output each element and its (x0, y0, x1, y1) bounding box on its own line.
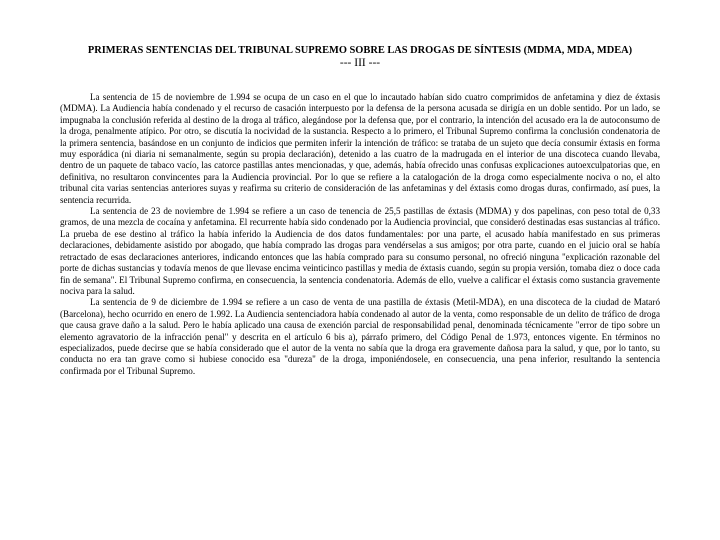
paragraph-1: La sentencia de 15 de noviembre de 1.994 se ocupa de un caso en el que lo incautado habían sido cuatro comprimidos de anfetamina y diez de éxtasis (MDMA). La Audiencia había condenado y el recurso de casación interpuesto por la defensa de la persona acusada se dirigía en un doble sentido. Por un lado, se impugnaba la conclusión referida al destino de la droga al tráfico, alegándose por la defensa que, por el contrario, la intención del acusado era la de autoconsumo de la droga, penalmente atípico. Por otro, se discutía la nocividad de la sustancia. Respecto a lo primero, el Tribunal Supremo confirma la conclusión condenatoria de la primera sentencia, basándose en un conjunto de indicios que permiten inferir la intención de tráfico: se trataba de un sujeto que decía consumir éxtasis en forma muy esporádica (ni diaria ni semanalmente, según su propia declaración), detenido a las cuatro de la madrugada en el interior de una discoteca cuando llevaba, dentro de un paquete de tabaco vacío, las catorce pastillas antes mencionadas, y que, además, había ofrecido unas confusas explicaciones autoexculpatorias que, en definitiva, no resultaron convincentes para la Audiencia provincial. Por lo que se refiere a la catalogación de la droga como especialmente nociva o no, el alto tribunal cita varias sentencias anteriores suyas y reafirma su criterio de consideración de las anfetaminas y del éxtasis como drogas duras, confirmado, así pues, la sentencia recurrida. (60, 92, 660, 205)
paragraph-2: La sentencia de 23 de noviembre de 1.994 se refiere a un caso de tenencia de 25,5 pastillas de éxtasis (MDMA) y dos papelinas, con peso total de 0,33 gramos, de una mezcla de cocaína y anfetamina. El recurrente había sido condenado por la Audiencia provincial, que consideró destinadas esas sustancias al tráfico. La prueba de ese destino al tráfico la había inferido la Audiencia de dos datos fundamentales: por una parte, el acusado había manifestado en sus primeras declaraciones, debidamente asistido por abogado, que había comprado las drogas para vendérselas a sus amigos; por otra parte, cuando en el juicio oral se había retractado de esas declaraciones anteriores, indicando entonces que las había comprado para su consumo personal, no ofreció ninguna "explicación razonable del porte de dichas sustancias y todavía menos de que llevase encima veinticinco pastillas y media de éxtasis cuando, según su propia versión, tomaba diez o doce cada fin de semana". El Tribunal Supremo confirma, en consecuencia, la sentencia condenatoria. Además de ello, vuelve a calificar el éxtasis como sustancia gravemente nociva para la salud. (60, 206, 660, 296)
document-title: PRIMERAS SENTENCIAS DEL TRIBUNAL SUPREMO SOBRE LAS DROGAS DE SÍNTESIS (MDMA, MDA, MDEA) (87, 45, 633, 56)
paragraph-3: La sentencia de 9 de diciembre de 1.994 se refiere a un caso de venta de una pastilla de éxtasis (Metil-MDA), en una discoteca de la ciudad de Mataró (Barcelona), hecho ocurrido en enero de 1.992. La Audiencia sentenciadora había condenado al autor de la venta, como responsable de un delito de tráfico de droga que causa grave daño a la salud. Pero le había aplicado una causa de exención parcial de responsabilidad penal, denominada técnicamente "error de tipo sobre un elemento agravatorio de la infracción penal" y descrita en el artículo 6 bis a), párrafo primero, del Código Penal de 1.973, entonces vigente. En términos no especializados, puede decirse que se había considerado que el autor de la venta no sabía que la droga era gravemente dañosa para la salud, y que, por lo tanto, su conducta no era tan grave como si hubiese conocido esa "dureza" de la droga, imponiéndosele, en consecuencia, una pena inferior, resultando la sentencia confirmada por el Tribunal Supremo. (60, 297, 660, 376)
document-subtitle: --- III --- (339, 57, 381, 69)
